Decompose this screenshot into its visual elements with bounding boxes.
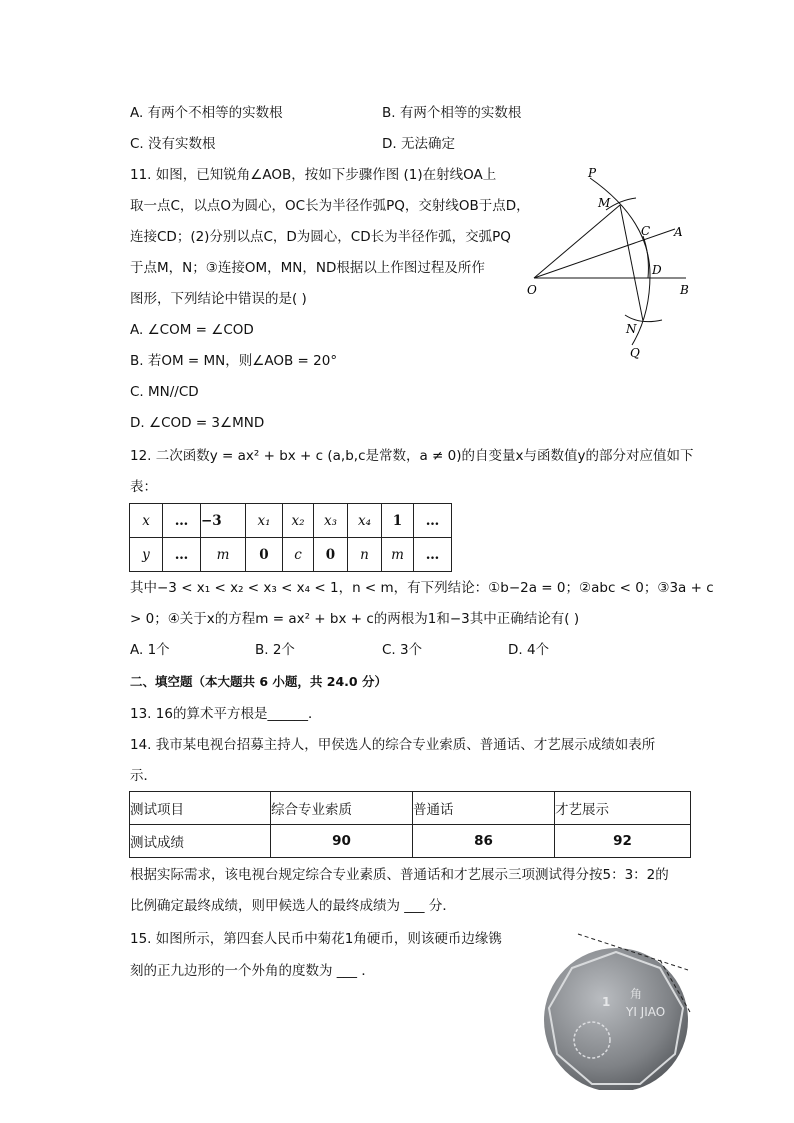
- table-cell: −3: [201, 504, 246, 538]
- q12-conditions: > 0；④关于x的方程m = ax² + bx + c的两根为1和−3其中正确结论有( ): [130, 611, 580, 627]
- q11-option-c: C. MN//CD: [130, 384, 199, 400]
- table-cell: 0: [246, 538, 283, 572]
- table-cell: y: [130, 538, 163, 572]
- table-cell: n: [348, 538, 382, 572]
- table-cell: x₄: [348, 504, 382, 538]
- table-row: [130, 792, 691, 825]
- table-cell: …: [163, 538, 201, 572]
- q11-text: 连接CD；(2)分别以点C，D为圆心，CD长为半径作弧，交弧PQ: [130, 229, 511, 245]
- table-cell: 才艺展示: [555, 792, 691, 825]
- q10-option-c: C. 没有实数根: [130, 136, 216, 152]
- q12-conditions: 其中−3 < x₁ < x₂ < x₃ < x₄ < 1，n < m，有下列结论：①b−2a = 0；②abc < 0；③3a + c: [130, 580, 714, 596]
- coin-pinyin: YI JIAO: [626, 1005, 666, 1019]
- table-row: [130, 538, 452, 572]
- table-cell: 86: [413, 825, 555, 858]
- q10-option-b: B. 有两个相等的实数根: [382, 105, 522, 121]
- table-cell: 90: [271, 825, 413, 858]
- table-cell: 测试成绩: [130, 825, 271, 858]
- q12-table: [129, 503, 452, 572]
- q11-text: 于点M，N；③连接OM，MN，ND根据以上作图过程及所作: [130, 260, 485, 276]
- table-cell: 0: [314, 538, 348, 572]
- q14-text: 14. 我市某电视台招募主持人，甲侯选人的综合专业索质、普通话、才艺展示成绩如表所: [130, 737, 656, 753]
- table-cell: x₂: [283, 504, 314, 538]
- q11-option-d: D. ∠COD = 3∠MND: [130, 415, 265, 431]
- q15-text: 刻的正九边形的一个外角的度数为 ___ ．: [130, 963, 375, 979]
- table-row: [130, 504, 452, 538]
- table-cell: …: [163, 504, 201, 538]
- q14-text: 示．: [130, 768, 157, 784]
- q11-geometry-figure: [520, 160, 700, 360]
- label-n: N: [626, 322, 637, 336]
- table-cell: x₁: [246, 504, 283, 538]
- q11-option-b: B. 若OM = MN，则∠AOB = 20°: [130, 353, 338, 369]
- table-cell: …: [414, 538, 452, 572]
- q10-option-d: D. 无法确定: [382, 136, 455, 152]
- q11-text: 11. 如图，已知锐角∠AOB，按如下步骤作图 (1)在射线OA上: [130, 167, 497, 183]
- label-p: P: [588, 166, 597, 180]
- table-cell: c: [283, 538, 314, 572]
- table-cell: m: [201, 538, 246, 572]
- q14-text: 根据实际需求，该电视台规定综合专业素质、普通话和才艺展示三项测试得分按5：3：2的: [130, 867, 669, 883]
- q11-text: 图形，下列结论中错误的是( ): [130, 291, 307, 307]
- label-q: Q: [630, 346, 640, 360]
- coin-value: 1: [602, 995, 611, 1009]
- q10-option-a: A. 有两个不相等的实数根: [130, 105, 283, 121]
- q15-text: 15. 如图所示，第四套人民币中菊花1角硬币，则该硬币边缘镌: [130, 931, 502, 947]
- table-cell: …: [414, 504, 452, 538]
- table-row: [130, 825, 691, 858]
- label-d: D: [652, 263, 662, 277]
- label-c: C: [641, 224, 651, 238]
- q13-text: 13. 16的算术平方根是______．: [130, 706, 322, 722]
- table-cell: x₃: [314, 504, 348, 538]
- q14-table: [129, 791, 691, 858]
- q11-option-a: A. ∠COM = ∠COD: [130, 322, 254, 338]
- q14-text: 比例确定最终成绩，则甲候选人的最终成绩为 ___ 分．: [130, 898, 456, 914]
- table-cell: 1: [382, 504, 414, 538]
- table-cell: 综合专业索质: [271, 792, 413, 825]
- table-cell: 92: [555, 825, 691, 858]
- q12-text: 12. 二次函数y = ax² + bx + c (a,b,c是常数，a ≠ 0)的自变量x与函数值y的部分对应值如下: [130, 448, 694, 464]
- label-m: M: [598, 196, 611, 210]
- q12-option-b: B. 2个: [255, 642, 295, 658]
- label-o: O: [527, 283, 537, 297]
- table-cell: 测试项目: [130, 792, 271, 825]
- table-cell: 普通话: [413, 792, 555, 825]
- q12-option-c: C. 3个: [382, 642, 423, 658]
- q12-text: 表：: [130, 479, 157, 495]
- section-heading: 二、填空题（本大题共 6 小题，共 24.0 分）: [130, 674, 387, 689]
- coin-unit: 角: [630, 987, 643, 1001]
- table-cell: x: [130, 504, 163, 538]
- coin-image: [530, 920, 710, 1090]
- table-cell: m: [382, 538, 414, 572]
- label-b: B: [680, 283, 689, 297]
- q12-option-a: A. 1个: [130, 642, 170, 658]
- q11-text: 取一点C，以点O为圆心，OC长为半径作弧PQ，交射线OB于点D，: [130, 198, 530, 214]
- q12-option-d: D. 4个: [508, 642, 550, 658]
- label-a: A: [674, 225, 683, 239]
